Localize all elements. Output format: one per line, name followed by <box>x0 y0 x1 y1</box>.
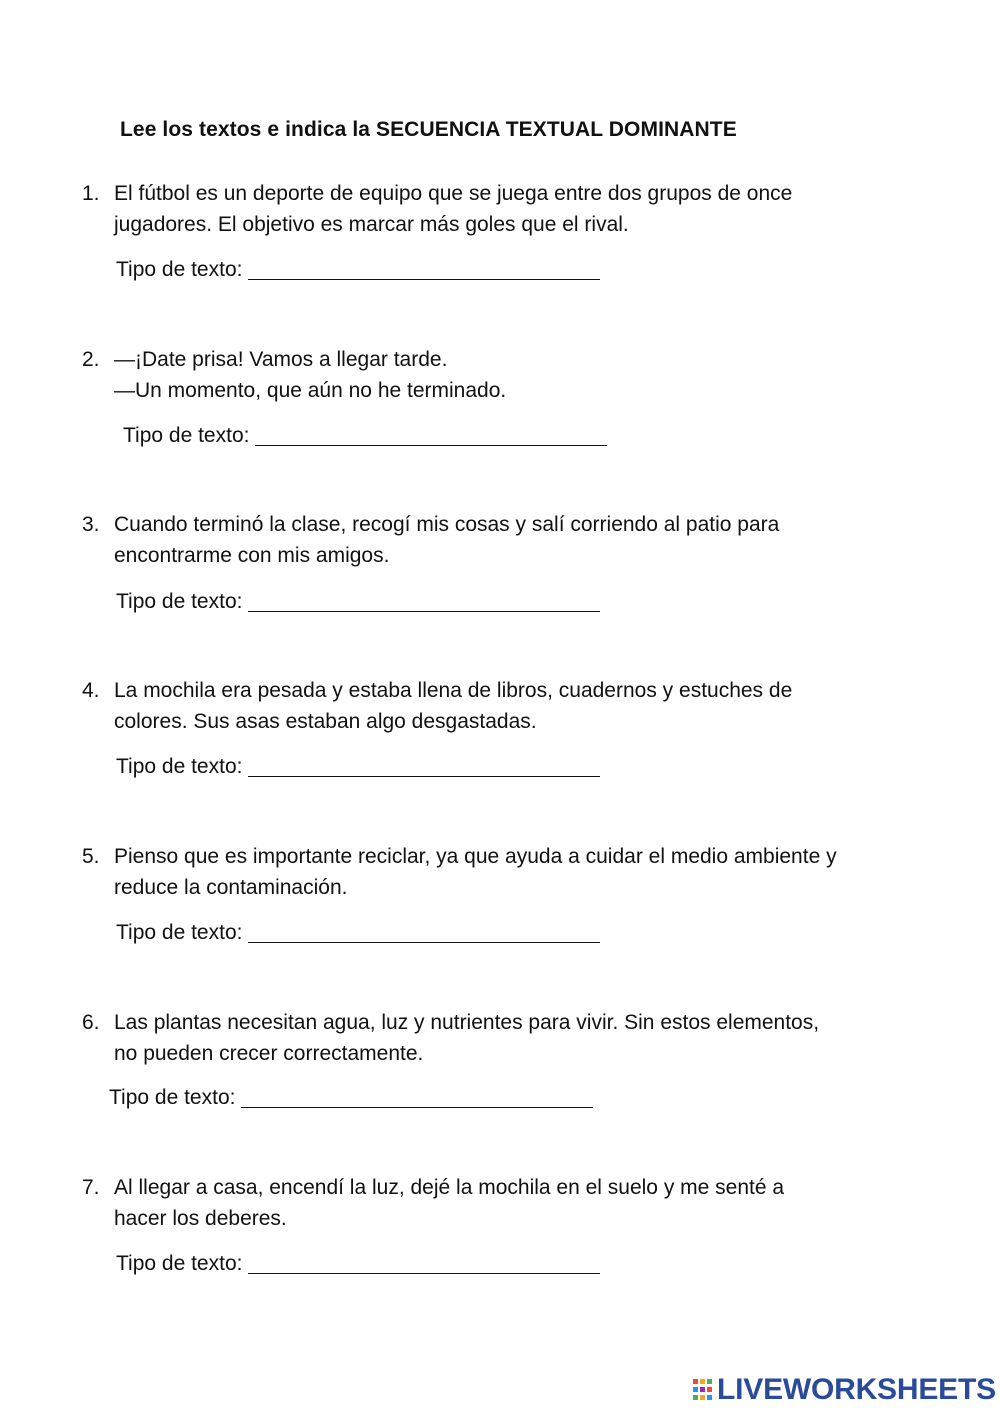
answer-blank[interactable] <box>248 920 600 943</box>
answer-row <box>116 751 600 782</box>
answer-label: Tipo de texto: <box>123 424 250 447</box>
answer-row <box>109 1082 593 1113</box>
item-text <box>114 178 942 240</box>
item-text-line: hacer los deberes. <box>114 1207 287 1230</box>
exercise-item <box>82 1007 942 1069</box>
answer-blank[interactable] <box>248 257 600 280</box>
exercise-item <box>82 1172 942 1234</box>
answer-row <box>123 420 607 451</box>
exercise-item <box>82 841 942 903</box>
answer-label: Tipo de texto: <box>116 1252 243 1275</box>
item-number: 1. <box>82 182 100 205</box>
answer-row <box>116 1248 600 1279</box>
exercise-item <box>82 344 942 406</box>
item-number: 2. <box>82 348 100 371</box>
item-text-line: Las plantas necesitan agua, luz y nutrientes para vivir. Sin estos elementos, <box>114 1011 820 1034</box>
item-number: 4. <box>82 679 100 702</box>
item-text-line: La mochila era pesada y estaba llena de libros, cuadernos y estuches de <box>114 679 793 702</box>
answer-row <box>116 254 600 285</box>
answer-blank[interactable] <box>248 1251 600 1274</box>
item-number: 7. <box>82 1176 100 1199</box>
liveworksheets-logo-text: LIVEWORKSHEETS <box>717 1373 996 1406</box>
exercise-item <box>82 178 942 240</box>
item-text <box>114 675 942 737</box>
item-text <box>114 841 942 903</box>
answer-blank[interactable] <box>248 754 600 777</box>
answer-blank[interactable] <box>255 423 607 446</box>
item-text-line: —¡Date prisa! Vamos a llegar tarde. <box>114 348 448 371</box>
item-text-line: jugadores. El objetivo es marcar más goles que el rival. <box>114 213 629 236</box>
liveworksheets-logo <box>692 1373 996 1407</box>
answer-label: Tipo de texto: <box>116 755 243 778</box>
item-text-line: Cuando terminó la clase, recogí mis cosas y salí corriendo al patio para <box>114 513 780 536</box>
answer-row <box>116 586 600 617</box>
item-text-line: reduce la contaminación. <box>114 876 348 899</box>
answer-label: Tipo de texto: <box>109 1086 236 1109</box>
answer-label: Tipo de texto: <box>116 258 243 281</box>
item-number: 3. <box>82 513 100 536</box>
item-text-line: encontrarme con mis amigos. <box>114 544 390 567</box>
item-text <box>114 344 942 406</box>
item-number: 5. <box>82 845 100 868</box>
worksheet-title: Lee los textos e indica la SECUENCIA TEXTUAL DOMINANTE <box>120 118 737 141</box>
item-number: 6. <box>82 1011 100 1034</box>
exercise-item <box>82 509 942 571</box>
liveworksheets-logo-icon <box>692 1377 714 1403</box>
answer-blank[interactable] <box>248 589 600 612</box>
item-text-line: no pueden crecer correctamente. <box>114 1042 424 1065</box>
item-text-line: El fútbol es un deporte de equipo que se juega entre dos grupos de once <box>114 182 793 205</box>
exercise-item <box>82 675 942 737</box>
item-text <box>114 509 942 571</box>
item-text <box>114 1172 942 1234</box>
answer-row <box>116 917 600 948</box>
item-text-line: colores. Sus asas estaban algo desgastadas. <box>114 710 537 733</box>
answer-label: Tipo de texto: <box>116 921 243 944</box>
answer-blank[interactable] <box>241 1085 593 1108</box>
item-text-line: Al llegar a casa, encendí la luz, dejé la mochila en el suelo y me senté a <box>114 1176 785 1199</box>
item-text-line: —Un momento, que aún no he terminado. <box>114 379 507 402</box>
answer-label: Tipo de texto: <box>116 590 243 613</box>
item-text-line: Pienso que es importante reciclar, ya que ayuda a cuidar el medio ambiente y <box>114 845 837 868</box>
item-text <box>114 1007 942 1069</box>
